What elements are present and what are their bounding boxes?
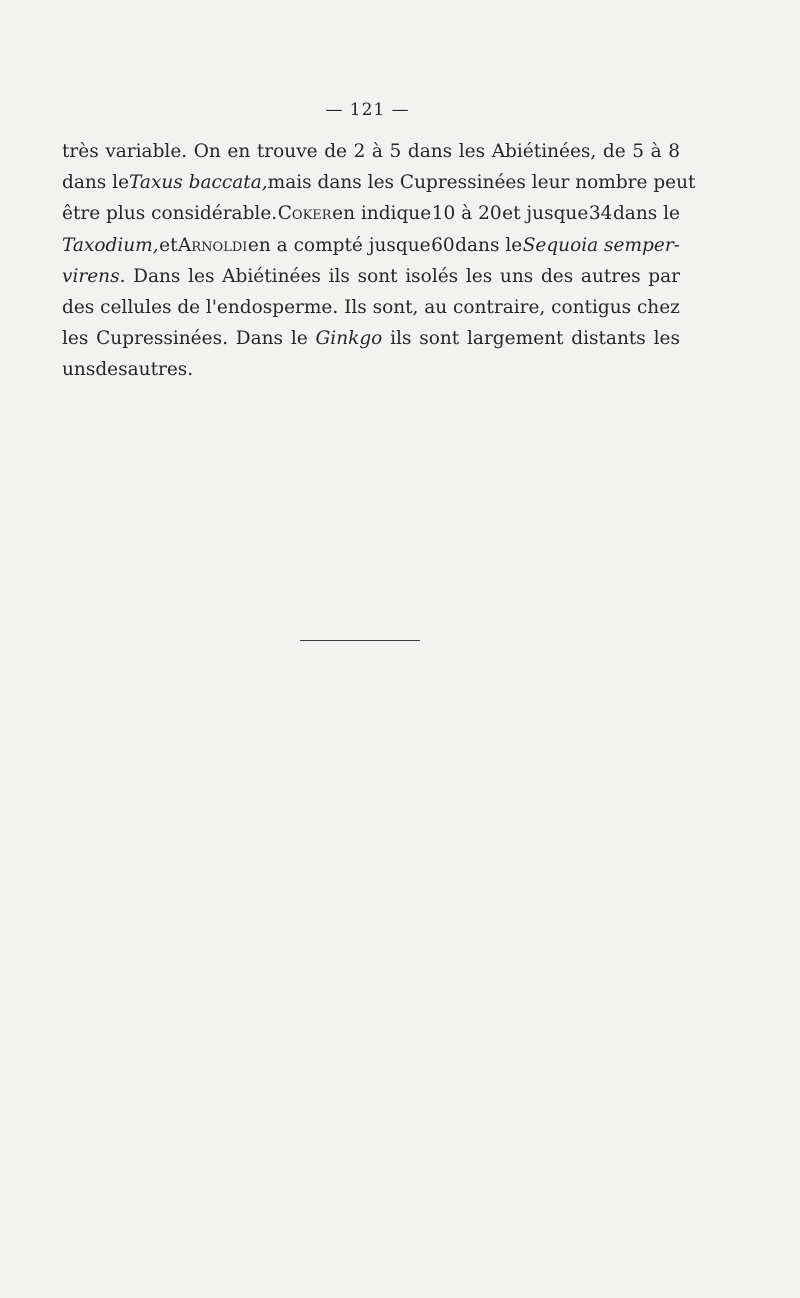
text-line [62, 354, 680, 385]
word: sont, [372, 296, 419, 318]
species-name-sequoia-cont: virens. [62, 265, 126, 287]
body-paragraph [62, 136, 696, 386]
word: contigus [551, 296, 632, 318]
word: des [95, 359, 128, 381]
word: autres [580, 265, 641, 287]
text-line [62, 323, 680, 354]
word: le [290, 328, 308, 350]
species-name-sequoia: Sequoia semper- [522, 234, 680, 256]
word: sont [419, 328, 460, 350]
word: contraire, [453, 296, 546, 318]
author-coker: Coker [277, 203, 332, 225]
word: dans [407, 141, 453, 162]
species-name-taxus: Taxus baccata, [129, 172, 268, 194]
text-run: dans le [455, 234, 523, 256]
text-line [62, 230, 680, 261]
text-run: et [159, 234, 178, 256]
word: uns [499, 265, 534, 287]
word: uns [62, 359, 96, 381]
number: 34 [588, 203, 613, 225]
word: en [227, 141, 251, 162]
word: les [62, 328, 89, 350]
section-end-rule [300, 640, 420, 641]
word: très [62, 141, 99, 162]
text-line [62, 167, 696, 198]
word: les [188, 265, 215, 287]
word: autres. [127, 359, 194, 381]
word: 5 [632, 141, 645, 162]
word: des [540, 265, 574, 287]
text-line [62, 292, 680, 323]
word: les [465, 265, 493, 287]
word: Ils [344, 296, 367, 318]
word: chez [636, 296, 680, 318]
page-number: — 121 — [325, 100, 410, 120]
number: 60 [431, 234, 455, 256]
word: au [424, 296, 448, 318]
word: des [62, 296, 95, 318]
word: l'endosperme. [205, 296, 339, 318]
word: de [602, 141, 626, 162]
word: les [458, 141, 486, 162]
text-run: et jusque [502, 203, 589, 225]
word: à [371, 141, 383, 162]
word: trouve [256, 141, 318, 162]
word: par [648, 265, 680, 287]
word: distants [571, 328, 646, 350]
word: Abiétinées [222, 265, 321, 287]
text-line [62, 136, 680, 167]
genus-name-taxodium: Taxodium, [62, 234, 159, 256]
text-run: en indique [332, 203, 432, 225]
number-range: 10 à 20 [431, 203, 502, 225]
word: variable. [105, 141, 188, 162]
text-run: dans le [612, 203, 680, 225]
word: largement [467, 328, 564, 350]
word: 2 [353, 141, 366, 162]
word: à [650, 141, 662, 162]
word: Abiétinées, [491, 141, 597, 162]
text-run: dans le [62, 172, 130, 194]
word: 8 [668, 141, 680, 162]
word: de [324, 141, 347, 162]
word: cellules [100, 296, 172, 318]
word: Dans [133, 265, 181, 287]
word: Dans [235, 328, 284, 350]
word: On [193, 141, 221, 162]
word: isolés [405, 265, 459, 287]
text-run: être plus considérable. [62, 203, 278, 225]
word: sont [357, 265, 398, 287]
genus-name-ginkgo: Ginkgo [315, 328, 383, 350]
text-run: mais dans les Cupressinées leur nombre peut [267, 172, 696, 194]
word: ils [328, 265, 350, 287]
word: ils [390, 328, 412, 350]
word: 5 [389, 141, 402, 162]
word: les [653, 328, 680, 350]
word: Cupressinées. [96, 328, 228, 350]
text-run: en a compté jusque [247, 234, 431, 256]
text-line [62, 261, 680, 292]
word: de [177, 296, 201, 318]
author-arnoldi: Arnoldi [178, 234, 248, 256]
text-line [62, 198, 680, 229]
